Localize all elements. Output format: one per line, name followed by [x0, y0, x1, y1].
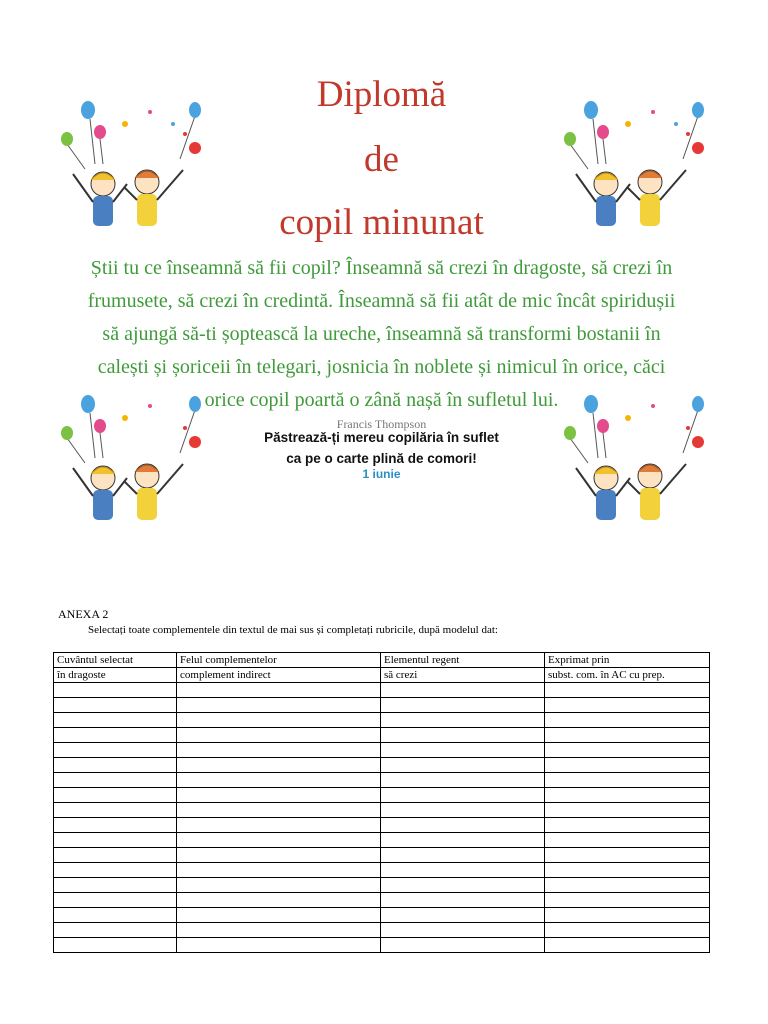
table-empty-cell[interactable] [545, 683, 710, 698]
table-empty-cell[interactable] [177, 683, 381, 698]
table-empty-cell[interactable] [381, 788, 545, 803]
table-row [54, 833, 710, 848]
quote-line: Știi tu ce înseamnă să fii copil? Înseamnă să crezi în dragoste, să crezi în [90, 257, 673, 279]
diploma-quote [63, 252, 700, 417]
table-empty-cell[interactable] [54, 938, 177, 953]
table-header-cell: Cuvântul selectat [54, 653, 177, 668]
table-empty-cell[interactable] [177, 773, 381, 788]
table-empty-cell[interactable] [545, 848, 710, 863]
table-empty-cell[interactable] [177, 863, 381, 878]
table-row [54, 713, 710, 728]
table-empty-cell[interactable] [54, 698, 177, 713]
table-row [54, 728, 710, 743]
table-cell: să crezi [381, 668, 545, 683]
table-empty-cell[interactable] [545, 938, 710, 953]
table-empty-cell[interactable] [54, 848, 177, 863]
table-empty-cell[interactable] [54, 878, 177, 893]
table-empty-cell[interactable] [177, 938, 381, 953]
table-empty-cell[interactable] [177, 758, 381, 773]
table-empty-cell[interactable] [545, 728, 710, 743]
table-empty-cell[interactable] [545, 698, 710, 713]
table-row [54, 938, 710, 953]
table-empty-cell[interactable] [381, 713, 545, 728]
diploma-title: Diplomă [316, 74, 447, 115]
table-empty-cell[interactable] [545, 758, 710, 773]
table-empty-cell[interactable] [177, 713, 381, 728]
table-example-row [54, 668, 710, 683]
table-empty-cell[interactable] [545, 713, 710, 728]
table-empty-cell[interactable] [54, 923, 177, 938]
table-empty-cell[interactable] [381, 683, 545, 698]
table-empty-cell[interactable] [545, 788, 710, 803]
quote-line: să ajungă să-ti șoptească la ureche, înseamnă să transformi bostanii în [102, 323, 661, 345]
table-empty-cell[interactable] [54, 743, 177, 758]
table-empty-cell[interactable] [54, 893, 177, 908]
table-empty-cell[interactable] [381, 878, 545, 893]
table-row [54, 863, 710, 878]
table-empty-cell[interactable] [54, 803, 177, 818]
table-row [54, 698, 710, 713]
annex-instruction: Selectați toate complementele din textul de mai sus și completați rubricile, după modelul dat: [88, 624, 498, 636]
table-empty-cell[interactable] [545, 863, 710, 878]
table-row [54, 908, 710, 923]
table-cell: subst. com. în AC cu prep. [545, 668, 710, 683]
table-empty-cell[interactable] [177, 908, 381, 923]
table-empty-cell[interactable] [381, 908, 545, 923]
table-empty-cell[interactable] [381, 923, 545, 938]
table-empty-cell[interactable] [54, 728, 177, 743]
table-empty-cell[interactable] [381, 803, 545, 818]
quote-line: calești și șoriceii în telegari, josnicia în noblete și nimicul în orice, căci [97, 356, 666, 378]
table-empty-cell[interactable] [545, 803, 710, 818]
table-empty-cell[interactable] [545, 893, 710, 908]
table-row [54, 893, 710, 908]
table-empty-cell[interactable] [545, 878, 710, 893]
table-empty-cell[interactable] [381, 743, 545, 758]
table-header-cell: Elementul regent [381, 653, 545, 668]
diploma-title-de: de [364, 139, 399, 180]
table-row [54, 683, 710, 698]
table-empty-cell[interactable] [545, 773, 710, 788]
table-empty-cell[interactable] [177, 923, 381, 938]
table-empty-cell[interactable] [177, 698, 381, 713]
table-empty-cell[interactable] [54, 758, 177, 773]
table-header-row [54, 653, 710, 668]
table-empty-cell[interactable] [177, 803, 381, 818]
diploma [55, 62, 708, 498]
table-row [54, 758, 710, 773]
table-empty-cell[interactable] [545, 908, 710, 923]
motto-line-1: Păstrează-ți mereu copilăria în suflet [264, 430, 499, 445]
table-row [54, 818, 710, 833]
table-empty-cell[interactable] [381, 728, 545, 743]
table-cell: complement indirect [177, 668, 381, 683]
table-empty-cell[interactable] [177, 788, 381, 803]
table-empty-cell[interactable] [381, 818, 545, 833]
table-empty-cell[interactable] [54, 683, 177, 698]
table-header-cell: Exprimat prin [545, 653, 710, 668]
table-empty-cell[interactable] [177, 893, 381, 908]
table-empty-cell[interactable] [54, 773, 177, 788]
quote-line: frumusete, să crezi în credintă. Înseamnă să fii atât de mic încât spiridușii [87, 290, 676, 312]
table-row [54, 773, 710, 788]
table-empty-cell[interactable] [177, 878, 381, 893]
table-empty-cell[interactable] [177, 818, 381, 833]
table-empty-cell[interactable] [177, 728, 381, 743]
table-empty-cell[interactable] [54, 863, 177, 878]
table-empty-cell[interactable] [545, 923, 710, 938]
table-empty-cell[interactable] [381, 938, 545, 953]
table-empty-cell[interactable] [177, 743, 381, 758]
table-empty-cell[interactable] [54, 788, 177, 803]
table-empty-cell[interactable] [381, 863, 545, 878]
motto-line-2: ca pe o carte plină de comori! [286, 451, 477, 466]
table-row [54, 743, 710, 758]
table-empty-cell[interactable] [177, 833, 381, 848]
quote-line: orice copil poartă o zână nașă în sufletul lui. [204, 389, 559, 411]
table-empty-cell[interactable] [177, 848, 381, 863]
table-empty-cell[interactable] [54, 818, 177, 833]
table-row [54, 878, 710, 893]
table-empty-cell[interactable] [54, 833, 177, 848]
table-empty-cell[interactable] [381, 773, 545, 788]
table-empty-cell[interactable] [54, 908, 177, 923]
table-cell: în dragoste [54, 668, 177, 683]
annex-title: ANEXA 2 [58, 607, 109, 621]
table-empty-cell[interactable] [545, 833, 710, 848]
diploma-date: 1 iunie [362, 467, 401, 481]
quote-author: Francis Thompson [336, 417, 427, 431]
table-empty-cell[interactable] [381, 758, 545, 773]
table-empty-cell[interactable] [54, 713, 177, 728]
table-row [54, 803, 710, 818]
diploma-subtitle: copil minunat [279, 202, 484, 243]
complements-table [53, 652, 710, 953]
table-header-cell: Felul complementelor [177, 653, 381, 668]
table-row [54, 788, 710, 803]
table-empty-cell[interactable] [545, 743, 710, 758]
table-empty-cell[interactable] [545, 818, 710, 833]
table-empty-cell[interactable] [381, 848, 545, 863]
table-empty-cell[interactable] [381, 833, 545, 848]
table-row [54, 848, 710, 863]
table-empty-cell[interactable] [381, 893, 545, 908]
table-empty-cell[interactable] [381, 698, 545, 713]
table-row [54, 923, 710, 938]
